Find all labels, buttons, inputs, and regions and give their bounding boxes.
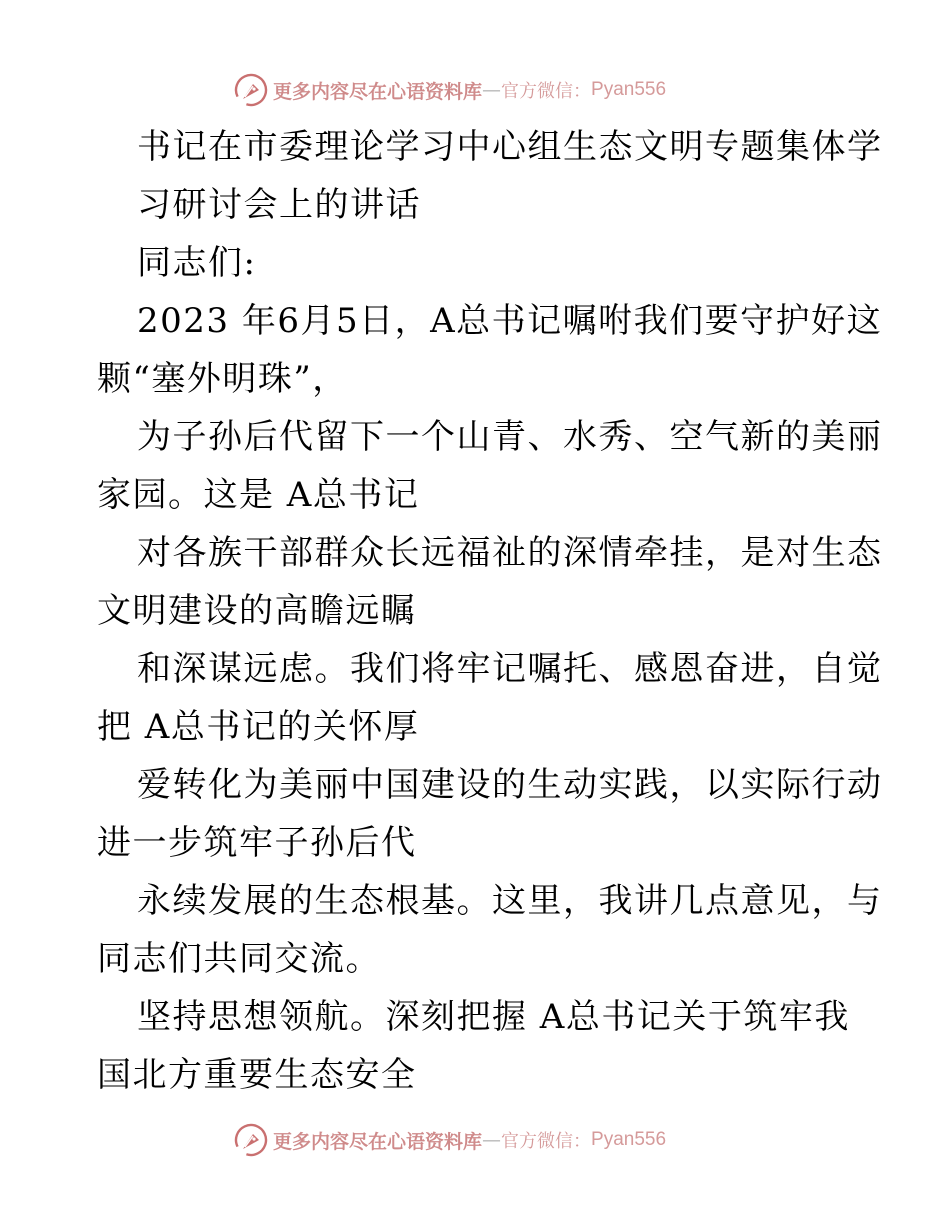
text-line: 和深谋远虑。我们将牢记嘱托、感恩奋进，自觉 <box>137 649 883 689</box>
text-line: 为子孙后代留下一个山青、水秀、空气新的美丽 <box>137 417 883 457</box>
watermark-wechat-id: Pyan556 <box>591 1129 667 1150</box>
document-body <box>97 118 883 1104</box>
watermark-footer <box>233 1122 666 1158</box>
text-line: 家园。这是 A总书记 <box>97 475 420 515</box>
pen-nib-circle-icon <box>233 72 269 108</box>
text-line: 同志们: <box>137 243 257 283</box>
watermark-text: 更多内容尽在心语资料库 <box>273 80 483 103</box>
text-line: 把 A总书记的关怀厚 <box>97 707 420 747</box>
watermark-wechat-label: 官方微信： <box>501 1131 592 1152</box>
text-line: 进一步筑牢子孙后代 <box>97 823 417 863</box>
text-line: 同志们共同交流。 <box>97 939 381 979</box>
text-line: 永续发展的生态根基。这里，我讲几点意见，与 <box>137 881 883 921</box>
pen-nib-circle-icon <box>233 1122 269 1158</box>
text-line: 爱转化为美丽中国建设的生动实践，以实际行动 <box>137 765 883 805</box>
watermark-wechat-id: Pyan556 <box>591 79 667 100</box>
watermark-wechat-label: 官方微信： <box>501 81 592 102</box>
text-line: 对各族干部群众长远福祉的深情牵挂，是对生态 <box>137 533 883 573</box>
watermark-dash: — <box>482 79 502 101</box>
watermark-dash: — <box>482 1129 502 1151</box>
text-line: 坚持思想领航。深刻把握 A总书记关于筑牢我 <box>137 997 850 1037</box>
text-line: 习研讨会上的讲话 <box>137 185 421 225</box>
watermark-text: 更多内容尽在心语资料库 <box>273 1130 483 1153</box>
watermark-header <box>233 72 666 108</box>
text-line: 文明建设的高瞻远瞩 <box>97 591 417 631</box>
text-line: 颗“塞外明珠”， <box>97 359 348 399</box>
text-line: 国北方重要生态安全 <box>97 1055 417 1095</box>
text-line: 2023 年6月5日，A总书记嘱咐我们要守护好这 <box>137 301 883 341</box>
text-line: 书记在市委理论学习中心组生态文明专题集体学 <box>137 127 883 167</box>
